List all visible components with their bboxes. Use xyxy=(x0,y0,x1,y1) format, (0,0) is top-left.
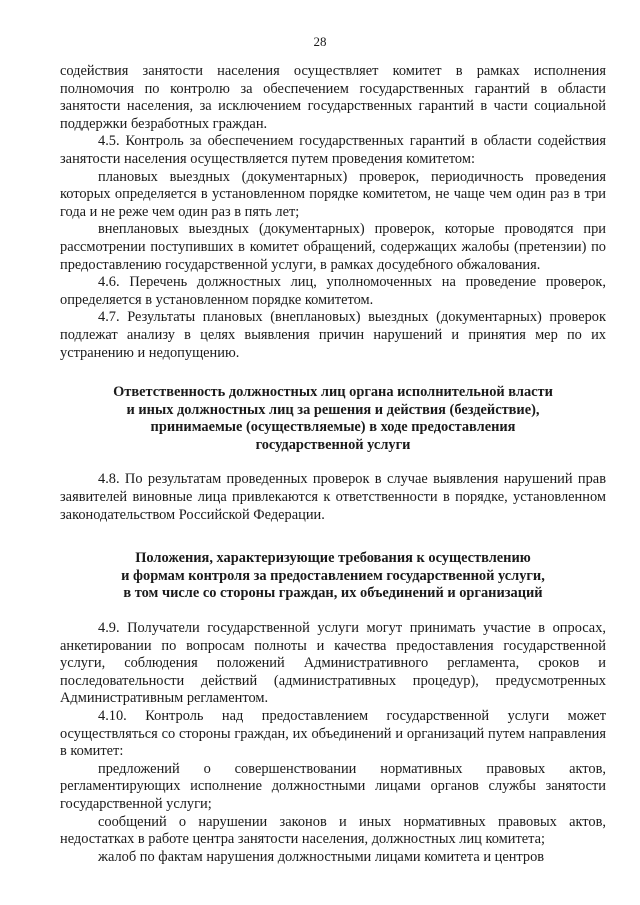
paragraph-reports: сообщений о нарушении законов и иных нормативных правовых актов, недостатках в работе центра занятости населения, должностных лиц комитета; xyxy=(60,813,606,848)
heading-line: и иных должностных лиц за решения и действия (бездействие), xyxy=(126,401,540,418)
heading-line: принимаемые (осуществляемые) в ходе предоставления xyxy=(150,419,516,436)
section-heading-control-requirements xyxy=(60,550,606,603)
paragraph-4-10: 4.10. Контроль над предоставлением государственной услуги может осуществляться со стороны граждан, их объединений и организаций путем направления в комитет: xyxy=(60,708,606,760)
heading-line: государственной услуги xyxy=(255,436,411,453)
heading-line: в том числе со стороны граждан, их объединений и организаций xyxy=(123,585,543,602)
paragraph-4-6: 4.6. Перечень должностных лиц, уполномоченных на проведение проверок, определяется в установленном порядке комитетом. xyxy=(60,274,606,308)
page-number: 28 xyxy=(313,34,327,49)
paragraph-intro: содействия занятости населения осуществляет комитет в рамках исполнения полномочия по контролю за обеспечением государственных гарантий в области занятости населения, за исключением государственных гарантий в части социальной поддержки безработных граждан. xyxy=(60,63,606,132)
heading-line: Ответственность должностных лиц органа исполнительной власти xyxy=(113,384,553,401)
paragraph-planned-inspections: плановых выездных (документарных) проверок, периодичность проведения которых определяется в установленном порядке комитетом, не чаще чем один раз в три года и не реже чем один раз в пять лет; xyxy=(60,168,606,220)
section-heading-responsibility xyxy=(60,384,606,454)
paragraph-4-7: 4.7. Результаты плановых (внеплановых) выездных (документарных) проверок подлежат анализу в целях выявления причин нарушений и принятия мер по их устранению и недопущению. xyxy=(60,309,606,361)
paragraph-complaints: жалоб по фактам нарушения должностными лицами комитета и центров xyxy=(98,848,545,865)
paragraph-4-8: 4.8. По результатам проведенных проверок в случае выявления нарушений прав заявителей виновные лица привлекаются к ответственности в порядке, установленном законодательством Российской Федерации. xyxy=(60,471,606,523)
paragraph-4-5: 4.5. Контроль за обеспечением государственных гарантий в области содействия занятости населения осуществляется путем проведения комитетом: xyxy=(60,133,606,167)
heading-line: Положения, характеризующие требования к осуществлению xyxy=(135,550,531,567)
heading-line: и формам контроля за предоставлением государственной услуги, xyxy=(121,567,545,584)
paragraph-proposals: предложений о совершенствовании нормативных правовых актов, регламентирующих исполнение должностными лицами органов службы занятости государственной услуги; xyxy=(60,760,606,812)
paragraph-unplanned-inspections: внеплановых выездных (документарных) проверок, которые проводятся при рассмотрении поступивших в комитет обращений, содержащих жалобы (претензии) по предоставлению государственной услуги, в рамках досудебного обжалования. xyxy=(60,221,606,273)
document-body xyxy=(60,63,606,866)
paragraph-4-9: 4.9. Получатели государственной услуги могут принимать участие в опросах, анкетировании по вопросам полноты и качества предоставления государственной услуги, соблюдения положений Административного регламента, сроков и последовательности действий (административных процедур), предусмотренных Административным регламентом. xyxy=(60,620,606,707)
